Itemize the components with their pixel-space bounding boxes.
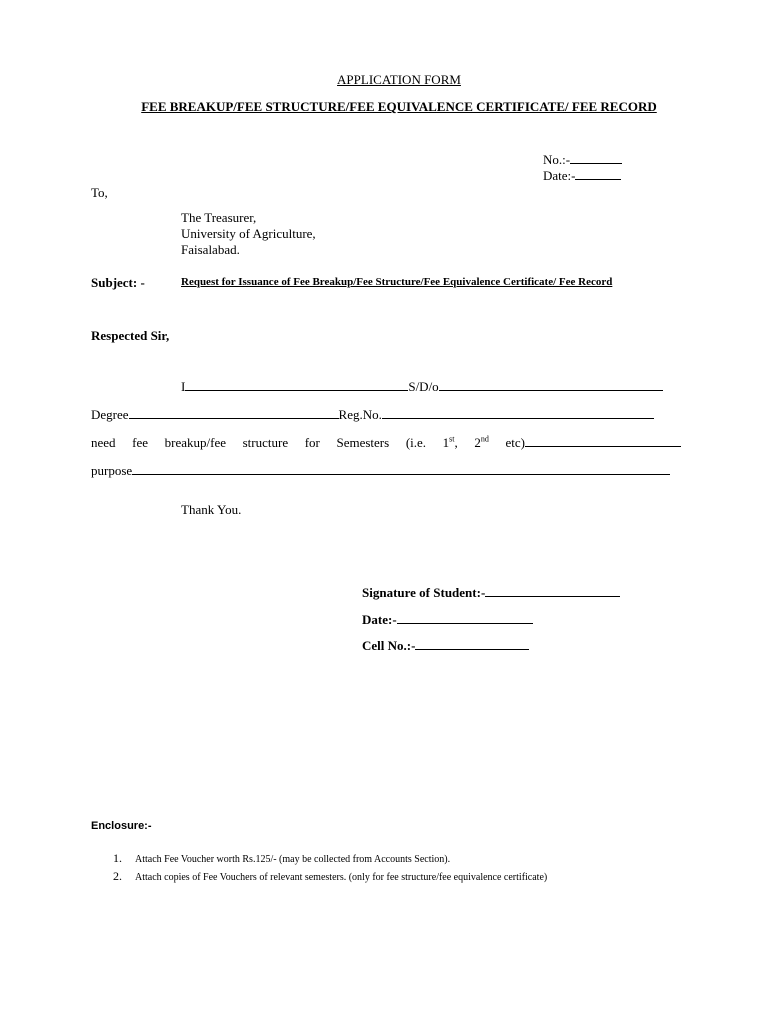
- purpose-label: purpose: [91, 463, 133, 478]
- father-name-blank[interactable]: [439, 379, 663, 391]
- word-ie: (i.e.: [405, 435, 427, 450]
- date-blank-bottom[interactable]: [397, 612, 533, 624]
- address-line-1: The Treasurer,: [181, 210, 257, 225]
- name-line: [181, 379, 663, 395]
- enclosure-item-text: Attach Fee Voucher worth Rs.125/- (may be collected from Accounts Section).: [135, 854, 451, 865]
- enclosure-item-number: 2.: [113, 869, 122, 883]
- date-label-top: Date:-: [543, 168, 576, 183]
- number-label: No.:-: [543, 152, 571, 167]
- word-first: 1st,: [442, 434, 458, 450]
- word-for: for: [304, 435, 320, 450]
- form-subtitle: FEE BREAKUP/FEE STRUCTURE/FEE EQUIVALENCE CERTIFICATE/ FEE RECORD: [141, 99, 657, 114]
- cell-label: Cell No.:-: [362, 638, 416, 653]
- purpose-line: [91, 463, 670, 479]
- to-label: To,: [91, 185, 108, 200]
- date-field-bottom: [362, 612, 533, 628]
- signature-blank[interactable]: [485, 585, 620, 597]
- salutation: Respected Sir,: [91, 328, 170, 343]
- word-breakup: breakup/fee: [164, 435, 226, 450]
- enclosure-item-text: Attach copies of Fee Vouchers of relevant semesters. (only for fee structure/fee equivalence certificate): [135, 872, 548, 883]
- address-line-3: Faisalabad.: [181, 242, 240, 257]
- enclosure-item-number: 1.: [113, 851, 122, 865]
- date-field-top: [543, 168, 621, 184]
- number-blank[interactable]: [570, 152, 622, 164]
- address-line-2: University of Agriculture,: [181, 226, 316, 241]
- word-need: need: [91, 435, 116, 450]
- semesters-blank[interactable]: [525, 435, 681, 447]
- cell-field: [362, 638, 529, 654]
- enclosure-title: Enclosure:-: [91, 820, 152, 832]
- student-name-blank[interactable]: [185, 379, 408, 391]
- regno-blank[interactable]: [382, 407, 654, 419]
- enclosure-item-2: [113, 867, 547, 885]
- word-semesters: Semesters: [336, 435, 390, 450]
- purpose-blank[interactable]: [132, 463, 670, 475]
- word-etc: etc): [505, 435, 525, 450]
- signature-label: Signature of Student:-: [362, 585, 486, 600]
- semester-line: [91, 435, 681, 451]
- date-blank-top[interactable]: [575, 168, 621, 180]
- cell-blank[interactable]: [415, 638, 529, 650]
- form-title: APPLICATION FORM: [337, 72, 461, 87]
- sdo-label: S/D/o: [408, 379, 439, 394]
- word-second: 2nd: [474, 434, 489, 450]
- word-structure: structure: [242, 435, 289, 450]
- closing: Thank You.: [181, 502, 242, 517]
- word-fee: fee: [132, 435, 149, 450]
- semester-request-text: [91, 435, 525, 451]
- enclosure-item-1: [113, 849, 450, 867]
- degree-blank[interactable]: [129, 407, 339, 419]
- regno-label: Reg.No.: [338, 407, 382, 422]
- number-field: [543, 152, 622, 168]
- date-label-bottom: Date:-: [362, 612, 397, 627]
- signature-field: [362, 585, 620, 601]
- subject-label: Subject: -: [91, 275, 145, 290]
- i-label: I: [181, 379, 186, 394]
- degree-line: [91, 407, 654, 423]
- subject-text: Request for Issuance of Fee Breakup/Fee Structure/Fee Equivalence Certificate/ Fee Record: [181, 276, 613, 288]
- degree-label: Degree: [91, 407, 129, 422]
